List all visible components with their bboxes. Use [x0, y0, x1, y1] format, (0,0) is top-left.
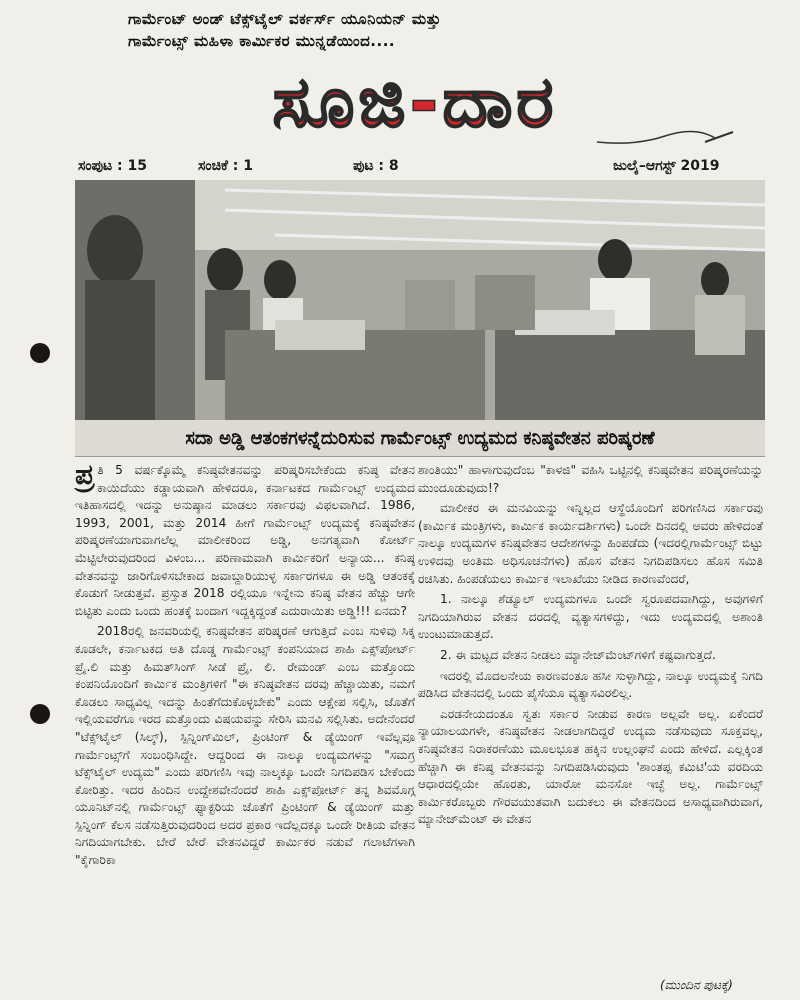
- article-paragraph: [75, 458, 415, 620]
- volume-label: ಸಂಪುಟ : 15: [78, 158, 148, 174]
- drop-cap: ಪ್ರ: [75, 458, 95, 491]
- reason-item-2: 2. ಈ ಮಟ್ಟದ ವೇತನ ನೀಡಲು ಮ್ಯಾನೇಜ್‌ಮೆಂಟ್‌ಗಳಿಗೆ ಕಷ್ಟವಾಗುತ್ತದೆ.: [440, 647, 716, 662]
- article-headline-band: [75, 420, 765, 457]
- article-paragraph: ಇದರಲ್ಲಿ ಮೊದಲನೇಯ ಕಾರಣವಂತೂ ಹಸೀ ಸುಳ್ಳಾಗಿದ್ದು, ನಾಲ್ಕೂ ಉದ್ಯಮಕ್ಕೆ ನಿಗದಿ ಪಡಿಸಿದ ವೇತನದಲ್ಲಿ ಒಂದು ಪೈಸೆಯೂ ವ್ಯತ್ಯಾಸವಿರಲಿಲ್ಲ.: [418, 668, 763, 701]
- publisher-line-2: ಗಾರ್ಮೆಂಟ್ಸ್ ಮಹಿಳಾ ಕಾರ್ಮಿಕರ ಮುನ್ನಡೆಯಿಂದ....: [128, 32, 396, 50]
- article-paragraph: ಎರಡನೇಯದಂತೂ ಸ್ವತಃ ಸರ್ಕಾರ ನೀಡುವ ಕಾರಣ ಅಲ್ಲವೇ ಅಲ್ಲ. ಏಕೆಂದರೆ ನ್ಯಾಯಾಲಯಗಳೇ, ಕನಿಷ್ಠವೇತನ ನೀಡಲಾಗದಿದ್ದರೆ ಉದ್ಯಮ ನಡೆಸುವುದು ಸೂಕ್ತವಲ್ಲ, ಕನಿಷ್ಠವೇತನ ನಿರಾಕರಣೆಯು ಮೂಲಭೂತ ಹಕ್ಕಿನ ಉಲ್ಲಂಘನೆ ಎಂದು ಹೇಳಿದೆ. ಎಲ್ಲಕ್ಕಿಂತ ಹೆಚ್ಚಾಗಿ ಈ ಕನಿಷ್ಠ ವೇತನವನ್ನು ನಿಗದಿಪಡಿಸಿರುವುದು 'ಶಾಂತಪ್ಪ ಕಮಿಟಿ'ಯ ವರದಿಯ ಆಧಾರದಲ್ಲಿಯೇ ಹೊರತು, ಯಾರೋ ಮನಸೋ ಇಚ್ಛೆ ಅಲ್ಲ. ಗಾರ್ಮೆಂಟ್ಸ್ ಕಾರ್ಮಿಕರೊಬ್ಬರು ಗೌರವಯುತವಾಗಿ ಬದುಕಲು ಈ ವೇತನದಿಂದ ಅಸಾಧ್ಯವಾಗಿರುವಾಗ, ಮ್ಯಾನೇಜ್‌ಮೆಂಟ್ ಈ ವೇತನ: [418, 706, 763, 827]
- garment-factory-photo: [75, 180, 765, 420]
- punch-hole: [30, 704, 50, 724]
- date-label: ಜುಲೈ–ಆಗಸ್ಟ್ 2019: [613, 158, 720, 174]
- paragraph-text: ತಿ 5 ವರ್ಷಕ್ಕೊಮ್ಮೆ ಕನಿಷ್ಠವೇತನವನ್ನು ಪರಿಷ್ಕರಿಸಬೇಕೆಂದು ಕನಿಷ್ಠ ವೇತನ ಕಾಯಿದೆಯು ಕಡ್ಡಾಯವಾಗಿ ಹೇಳಿದರೂ, ಕರ್ನಾಟಕದ ಗಾರ್ಮೆಂಟ್ಸ್ ಉದ್ಯಮದ ಇತಿಹಾಸದಲ್ಲಿ ಇದನ್ನು ಅನುಷ್ಠಾನ ಮಾಡಲು ಸರ್ಕಾರವು ವಿಫಲವಾಗಿದೆ. 1986, 1993, 2001, ಮತ್ತು 2014 ಹೀಗೆ ಗಾರ್ಮೆಂಟ್ಸ್ ಉದ್ಯಮಕ್ಕೆ ಕನಿಷ್ಠವೇತನ ಪರಿಷ್ಕರಣೆಯಾಗುವಾಗಲೆಲ್ಲ ಮಾಲೀಕರಿಂದ ಅಡ್ಡಿ, ಅನಗತ್ಯವಾಗಿ ಕೋರ್ಟ್ ಮೆಟ್ಟಿಲೇರುವುದರಿಂದ ವಿಳಂಬ... ಪರಿಣಾಮವಾಗಿ ಕಾರ್ಮಿಕರಿಗೆ ಅನ್ಯಾಯ... ಕನಿಷ್ಠ ವೇತನವನ್ನು ಜಾರಿಗೊಳಿಸಬೇಕಾದ ಜವಾಬ್ದಾರಿಯುಳ್ಳ ಸರ್ಕಾರಗಳೂ ಈ ಅಡ್ಡಿ ಆತಂಕಕ್ಕೆ ಕೊಡುಗೆ ನೀಡುತ್ತವೆ. ಪ್ರಸ್ತುತ 2018 ರಲ್ಲಿಯೂ ಇನ್ನೇನು ಕನಿಷ್ಠ ವೇತನ ಹೆಚ್ಚು ಆಗೇ ಬಿಟ್ಟಿತು ಎಂದು ಒಂದು ಹಂತಕ್ಕೆ ಬಂದಾಗ ಇದ್ದಕ್ಕಿದ್ದಂತೆ ಎದುರಾಯಿತು ಅಡ್ಡಿ!!! ಏನದು?: [75, 463, 415, 618]
- issue-label: ಸಂಚಿಕೆ : 1: [198, 158, 253, 174]
- continued-note: (ಮುಂದಿನ ಪುಟಕ್ಕೆ): [660, 978, 733, 992]
- article-paragraph: ಶಾಂತಿಯು" ಹಾಳಾಗುವುದೆಂಬ "ಕಾಳಜಿ" ವಹಿಸಿ ಒಟ್ಟಿನಲ್ಲಿ ಕನಿಷ್ಠವೇತನ ಪರಿಷ್ಕರಣೆಯನ್ನು ಮುಂದೂಡುವುದು!?: [418, 463, 763, 495]
- article-headline: ಸದಾ ಅಡ್ಡಿ ಆತಂಕಗಳನ್ನೆದುರಿಸುವ ಗಾರ್ಮೆಂಟ್ಸ್ ಉದ್ಯಮದ ಕನಿಷ್ಠವೇತನ ಪರಿಷ್ಕರಣೆ: [185, 427, 655, 449]
- factory-floor-illustration: [75, 180, 765, 420]
- reason-item-1: 1. ನಾಲ್ಕೂ ಶೆಡ್ಯೂಲ್ ಉದ್ಯಮಗಳೂ ಒಂದೇ ಸ್ವರೂಪದವಾಗಿದ್ದು, ಅವುಗಳಿಗೆ ನಿಗದಿಯಾಗಿರುವ ವೇತನ ದರದಲ್ಲಿ ವ್ಯತ್ಯಾಸಗಳಿದ್ದು, ಇದು ಉದ್ಯಮದಲ್ಲಿ ಅಶಾಂತಿ ಉಂಟುಮಾಡುತ್ತದೆ.: [418, 592, 763, 642]
- issue-info: [78, 158, 778, 178]
- masthead-title: ಸೂಜಿ-ದಾರ: [272, 61, 558, 143]
- pages-label: ಪುಟ : 8: [353, 158, 399, 174]
- article-paragraph: 2018ರಲ್ಲಿ ಜನವರಿಯಲ್ಲಿ ಕನಿಷ್ಠವೇತನ ಪರಿಷ್ಕರಣೆ ಆಗುತ್ತಿದೆ ಎಂಬ ಸುಳಿವು ಸಿಕ್ಕ ಕೂಡಲೇ, ಕರ್ನಾಟಕದ ಅತಿ ದೊಡ್ಡ ಗಾರ್ಮೆಂಟ್ಸ್ ಕಂಪನಿಯಾದ ಶಾಹಿ ಎಕ್ಸ್‌ಪೋರ್ಟ್ ಪ್ರೈ.ಲಿ ಮತ್ತು ಹಿಮತ್‌ಸಿಂಗ್ ಸೀಡೆ ಪ್ರೈ. ಲಿ. ರೇಮಂಡ್ ಎಂಬ ಮತ್ತೊಂದು ಕಂಪನಿಯೊಂದಿಗೆ ಕಾರ್ಮಿಕ ಮಂತ್ರಿಗಳಿಗೆ "ಈ ಕನಿಷ್ಠವೇತನ ದರವು ಹೆಚ್ಚಾಯಿತು, ನಮಗೆ ಕೊಡಲು ಸಾಧ್ಯವಿಲ್ಲ ಇದನ್ನು ಹಿಂತೆಗೆದುಕೊಳ್ಳಬೇಕು" ಎಂದು ಆಕ್ಷೇಪ ಸಲ್ಲಿಸಿ, ಜೊತೆಗೆ ಇಲ್ಲಿಯವರೆಗೂ ಇರದ ಮತ್ತೊಂದು ವಿಷಯವನ್ನು ಸೇರಿಸಿ ಮನವಿ ಸಲ್ಲಿಸಿತು. ಅದೇನೆಂದರೆ "ಟೆಕ್ಸ್‌ಟೈಲ್ (ಸಿಲ್ಕ್), ಸ್ಪಿನ್ನಿಂಗ್‌ಮಿಲ್, ಪ್ರಿಂಟಿಂಗ್ & ಡ್ಯೆಯಿಂಗ್ ಇವೆಲ್ಲವೂ ಗಾರ್ಮೆಂಟ್ಸ್‌ಗೆ ಸಂಬಂಧಿಸಿದ್ದೇ. ಆದ್ದರಿಂದ ಈ ನಾಲ್ಕೂ ಉದ್ಯಮಗಳನ್ನು "ಸಮಗ್ರ ಟೆಕ್ಸ್‌ಟೈಲ್ ಉದ್ಯಮ" ಎಂದು ಪರಿಗಣಿಸಿ ಇವು ನಾಲ್ಕಕ್ಕೂ ಒಂದೇ ನಿಗದಿಪಡಿಸ ಬೇಕೆಂದು ಕೋರಿತ್ತು. ಇದರ ಹಿಂದಿನ ಉದ್ದೇಶವೇನೆಂದರೆ ಶಾಹಿ ಎಕ್ಸ್‌ಪೋರ್ಟ್ ತನ್ನ ಶಿವಮೊಗ್ಗ ಯೂನಿಟ್‌ನಲ್ಲಿ ಗಾರ್ಮೆಂಟ್ಸ್ ಫ್ಯಾಕ್ಟರಿಯ ಜೊತೆಗೆ ಪ್ರಿಂಟಿಂಗ್ & ಡ್ಯೆಯಿಂಗ್ ಮತ್ತು ಸ್ಪಿನ್ನಿಂಗ್ ಕೆಲಸ ನಡೆಸುತ್ತಿರುವುದರಿಂದ ಅದರ ಪ್ರಕಾರ ಇದೆಲ್ಲದಕ್ಕೂ ಒಂದೇ ರೀತಿಯ ವೇತನ ನಿಗದಿಯಾಗಬೇಕು. ಬೇರೆ ಬೇರೆ ವೇತನವಿದ್ದರೆ ಕಾರ್ಮಿಕರ ನಡುವೆ ಗಲಾಟೆಗಳಾಗಿ "ಕೈಗಾರಿಕಾ: [75, 624, 415, 868]
- article-column-left: [75, 458, 415, 873]
- punch-hole: [30, 343, 50, 363]
- article-column-right: [418, 462, 763, 832]
- article-paragraph: ಮಾಲೀಕರ ಈ ಮನವಿಯನ್ನು ಇನ್ನಿಲ್ಲದ ಆಸ್ಥೆಯೊಂದಿಗೆ ಪರಿಗಣಿಸಿದ ಸರ್ಕಾರವು (ಕಾರ್ಮಿಕ ಮಂತ್ರಿಗಳು, ಕಾರ್ಮಿಕ ಕಾರ್ಯದರ್ಶಿಗಳು) ಒಂದೇ ದಿನದಲ್ಲಿ ಅವರು ಹೇಳಿದಂತೆ ನಾಲ್ಕೂ ಉದ್ಯಮಗಳ ಕನಿಷ್ಠವೇತನ ಆದೇಶಗಳನ್ನು ಹಿಂಪಡೆದು (ಇದರಲ್ಲಿಗಾರ್ಮೆಂಟ್ಸ್ ಬಿಟ್ಟು ಉಳಿದವು ಅಂತಿಮ ಅಧಿಸೂಚನೆಗಳು) ಹೊಸ ವೇತನ ನಿಗದಿಪಡಿಸಲು ಹೊಸ ಸಮಿತಿ ರಚಿಸಿತು. ಹಿಂಪಡೆಯಲು ಕಾರ್ಮಿಕ ಇಲಾಖೆಯು ನೀಡಿದ ಕಾರಣವೆಂದರೆ,: [418, 501, 763, 586]
- publisher-line-1: ಗಾರ್ಮೆಂಟ್ ಅಂಡ್ ಟೆಕ್ಸ್‌ಟೈಲ್ ವರ್ಕರ್ಸ್ ಯೂನಿಯನ್ ಮತ್ತು: [128, 10, 442, 28]
- needle-thread-icon: [595, 128, 735, 148]
